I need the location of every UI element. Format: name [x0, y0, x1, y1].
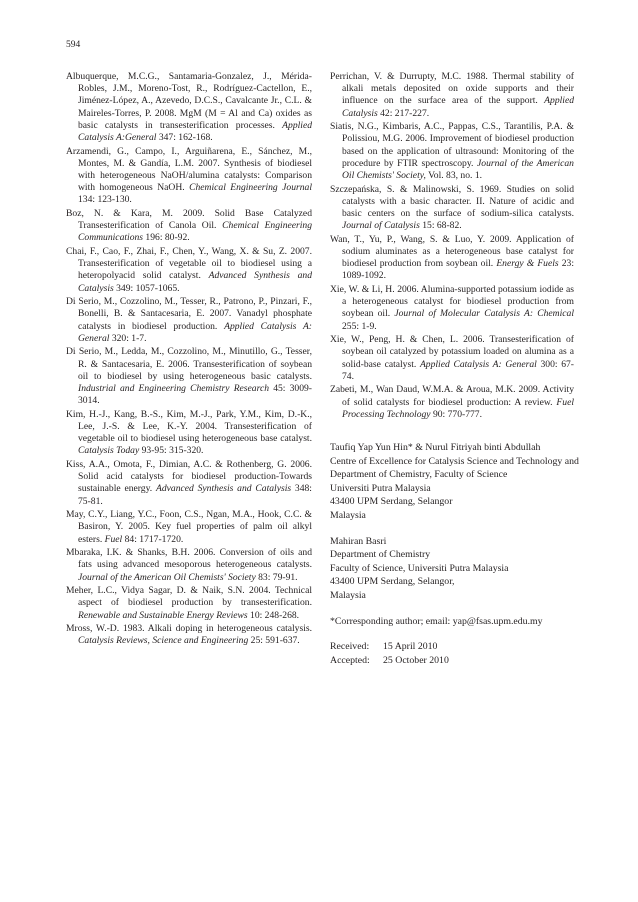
reference-entry: Kiss, A.A., Omota, F., Dimian, A.C. & Rothenberg, G. 2006. Solid acid catalysts for biodiesel production-Towards sustainable energy. Advanced Synthesis and Catalysis 348: 75-81.	[66, 459, 312, 507]
affiliation-line: Malaysia	[330, 510, 366, 521]
reference-entry: Kim, H.-J., Kang, B.-S., Kim, M.-J., Park, Y.M., Kim, D.-K., Lee, J.-S. & Lee, K.-Y. 2004. Transesterification of vegetable oil to biodiesel using heterogeneous base catalyst. Catalysis Today 93-95: 315-320.	[66, 408, 312, 457]
reference-entry: Xie, W. & Li, H. 2006. Alumina-supported potassium iodide as a heterogeneous catalyst for biodiesel production from soybean oil. Journal of Molecular Catalysis A: Chemical 255: 1-9.	[330, 284, 574, 332]
reference-entry: Chai, F., Cao, F., Zhai, F., Chen, Y., Wang, X. & Su, Z. 2007. Transesterification of vegetable oil to biodiesel using a heteropolyacid solid catalyst. Advanced Synthesis and Catalysis 349: 1057-1065.	[66, 246, 312, 294]
reference-entry: Perrichan, V. & Durrupty, M.C. 1988. Thermal stability of alkali metals deposited on oxide supports and their influence on the surface area of the support. Applied Catalysis 42: 217-227.	[330, 71, 574, 119]
affiliation-block-1	[330, 441, 579, 523]
affiliation-line: 43400 UPM Serdang, Selangor	[330, 496, 453, 508]
reference-entry: Wan, T., Yu, P., Wang, S. & Luo, Y. 2009. Application of sodium aluminates as a heterogeneous base catalyst for biodiesel production from soybean oil. Energy & Fuels 23: 1089-1092.	[330, 233, 574, 282]
reference-entry: Arzamendi, G., Campo, I., Arguiñarena, E., Sánchez, M., Montes, M. & Gandía, L.M. 2007. Synthesis of biodiesel with heterogeneous NaOH/alumina catalysts: Comparison with homogeneous NaOH. Chemical Engineering Journal 134: 123-130.	[66, 145, 312, 206]
reference-entry: Siatis, N.G., Kimbaris, A.C., Pappas, C.S., Tarantilis, P.A. & Polissiou, M.G. 2006. Improvement of biodiesel production based on the application of ultrasound: Monitoring of the procedure by FTIR spectroscopy. Journal of the American Oil Chemists' Society, Vol. 83, no. 1.	[330, 121, 574, 182]
references-right-column	[330, 71, 579, 667]
reference-entry: Xie, W., Peng, H. & Chen, L. 2006. Transesterification of soybean oil catalyzed by potassium loaded on alumina as a solid-base catalyst. Applied Catalysis A: General 300: 67-74.	[330, 334, 574, 382]
affiliation-line: Faculty of Science, Universiti Putra Malaysia	[330, 562, 509, 574]
corresponding-author-note: *Corresponding author; email: yap@fsas.upm.edu.my	[330, 615, 543, 627]
affiliation-line: Department of Chemistry, Faculty of Science	[330, 469, 508, 481]
affiliation-line: Taufiq Yap Yun Hin* & Nurul Fitriyah binti Abdullah	[330, 442, 541, 454]
affiliation-block-2	[330, 535, 574, 603]
affiliation-line: 43400 UPM Serdang, Selangor,	[330, 576, 455, 588]
accepted-date: Accepted: 25 October 2010	[330, 654, 449, 666]
reference-entry: Zabeti, M., Wan Daud, W.M.A. & Aroua, M.K. 2009. Activity of solid catalysts for biodiesel production: A review. Fuel Processing Technology 90: 770-777.	[330, 384, 574, 420]
affiliation-line: Malaysia	[330, 589, 366, 601]
reference-entry: Albuquerque, M.C.G., Santamaria-Gonzalez, J., Mérida-Robles, J.M., Moreno-Tost, R., Rodríguez-Cactellon, E., Jiménez-López, A., Azevedo, D.C.S., Cavalcante Jr., C.L. & Maireles-Torres, P. 2008. MgM (M = Al and Ca) oxides as basic catalysts in transesterification processes. Applied Catalysis A:General 347: 162-168.	[66, 71, 312, 144]
affiliation-line: Centre of Excellence for Catalysis Science and Technology and	[330, 455, 579, 467]
author-affiliations	[330, 441, 579, 667]
affiliation-line: Mahiran Basri	[330, 535, 387, 547]
affiliation-line: Department of Chemistry	[330, 549, 431, 561]
reference-entry: Mbaraka, I.K. & Shanks, B.H. 2006. Conversion of oils and fats using advanced mesoporous heterogeneous catalysts. Journal of the American Oil Chemists' Society 83: 79-91.	[66, 547, 312, 583]
page-number: 594	[66, 40, 81, 50]
affiliation-line: Universiti Putra Malaysia	[330, 482, 431, 494]
reference-entry: Boz, N. & Kara, M. 2009. Solid Base Catalyzed Transesterification of Canola Oil. Chemical Engineering Communications 196: 80-92.	[66, 208, 312, 244]
reference-entry: Di Serio, M., Cozzolino, M., Tesser, R., Patrono, P., Pinzari, F., Bonelli, B. & Santacesaria, E. 2007. Vanadyl phosphate catalysts in biodiesel production. Applied Catalysis A: General 320: 1-7.	[66, 296, 312, 344]
reference-entry: Mross, W.-D. 1983. Alkali doping in heterogeneous catalysis. Catalysis Reviews, Science and Engineering 25: 591-637.	[66, 623, 312, 647]
references-left-column	[66, 71, 312, 649]
submission-dates	[330, 640, 574, 667]
reference-entry: May, C.Y., Liang, Y.C., Foon, C.S., Ngan, M.A., Hook, C.C. & Basiron, Y. 2005. Key fuel properties of palm oil alkyl esters. Fuel 84: 1717-1720.	[66, 509, 312, 545]
reference-entry: Szczepańska, S. & Malinowski, S. 1969. Studies on solid catalysts with a basic character. II. Nature of acidic and basic centers on the surface of sodium-silica catalysts. Journal of Catalysis 15: 68-82.	[330, 183, 574, 232]
received-date: Received: 15 April 2010	[330, 641, 438, 653]
reference-entry: Meher, L.C., Vidya Sagar, D. & Naik, S.N. 2004. Technical aspect of biodiesel production by transesterification. Renewable and Sustainable Energy Reviews 10: 248-268.	[66, 585, 312, 621]
reference-entry: Di Serio, M., Ledda, M., Cozzolino, M., Minutillo, G., Tesser, R. & Santacesaria, E. 2006. Transesterification of soybean oil to biodiesel by using heterogeneous basic catalysts. Industrial and Engineering Chemistry Research 45: 3009-3014.	[66, 346, 312, 407]
